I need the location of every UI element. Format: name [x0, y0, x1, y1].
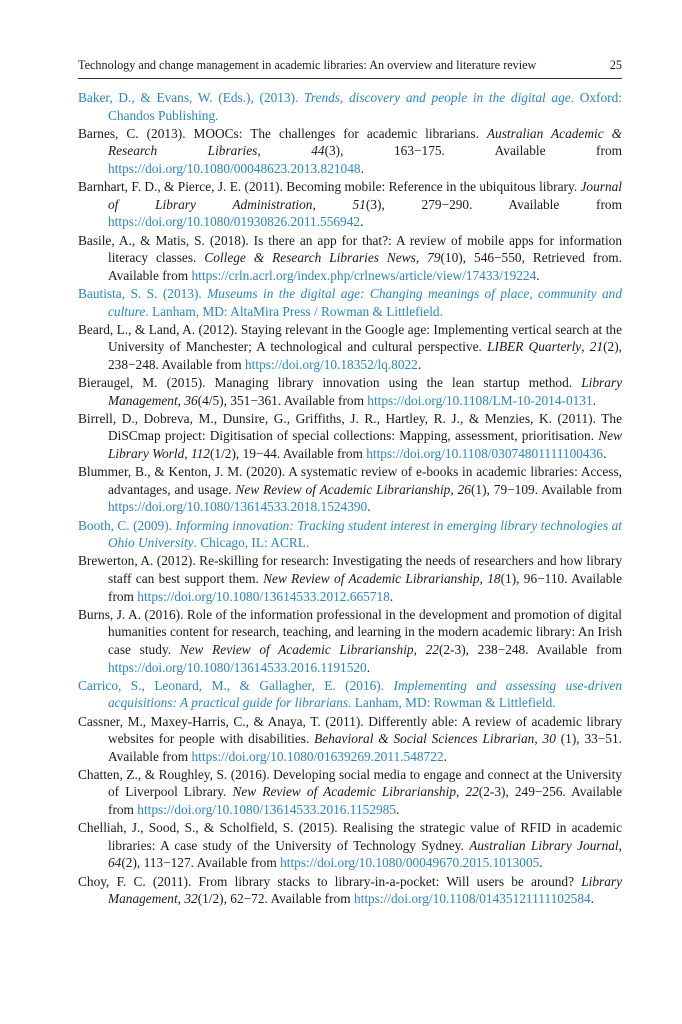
reference-italic-text: 22 [465, 784, 479, 800]
reference-italic-text: 26 [457, 481, 471, 497]
reference-entry [78, 321, 622, 374]
reference-text: , [257, 143, 312, 159]
reference-text: Chelliah, J., Sood, S., & Scholfield, S. (2015). Realising the strategic value of RFID in academic libraries: A case study of the University of Technology Sydney. [78, 820, 622, 853]
reference-text: Bautista, S. S. (2013). [78, 285, 208, 301]
doi-link[interactable]: https://doi.org/10.1108/LM-10-2014-0131 [367, 392, 593, 408]
reference-entry [78, 178, 622, 231]
reference-text: (1), 33−51. Available from [108, 731, 622, 764]
reference-italic-text: Museums in the digital age: Changing meanings of place, community and culture [108, 285, 622, 319]
reference-italic-text: New Library World [108, 428, 622, 462]
reference-entry [78, 766, 622, 819]
reference-italic-text: 51 [352, 196, 366, 212]
reference-text: , [184, 446, 191, 462]
reference-italic-text: Australian Library Journal [469, 837, 619, 853]
reference-text: , [456, 784, 466, 800]
reference-text: . Oxford: Chandos Publishing. [108, 90, 622, 123]
reference-text: (10), 546−550, Retrieved from. Available from [108, 250, 622, 283]
reference-text: , [450, 481, 458, 497]
reference-entry[interactable] [78, 285, 622, 320]
reference-text: . [360, 160, 364, 176]
reference-text: Blummer, B., & Kenton, J. M. (2020). A systematic review of e-books in academic libraries: Access, advantages, and usage. [78, 464, 622, 497]
reference-italic-text: Trends, discovery and people in the digital age [304, 90, 571, 105]
reference-italic-text: New Review of Academic Librarianship [263, 570, 480, 586]
reference-text: . Lanham, MD: AltaMira Press / Rowman & Littlefield. [145, 303, 443, 319]
reference-entry [78, 463, 622, 516]
reference-italic-text: Library Management [108, 873, 622, 907]
reference-text: Barnhart, F. D., & Pierce, J. E. (2011). Becoming mobile: Reference in the ubiquitous library. [78, 179, 581, 195]
reference-text: . [360, 214, 364, 230]
reference-text: (1/2), 19−44. Available from [209, 446, 367, 462]
reference-italic-text: Behavioral & Social Sciences Librarian [314, 731, 535, 747]
reference-entry [78, 713, 622, 766]
reference-italic-text: 36 [184, 392, 198, 408]
reference-text: Baker, D., & Evans, W. (Eds.), (2013). [78, 90, 305, 105]
doi-link[interactable]: https://doi.org/10.1080/13614533.2016.1152985 [137, 802, 397, 818]
doi-link[interactable]: https://doi.org/10.1080/01930826.2011.556942 [108, 214, 361, 230]
reference-entry [78, 232, 622, 285]
reference-text: Burns, J. A. (2016). Role of the information professional in the development and promotion of digital humanities content for research, teaching, and learning in the modern academic library: An Irish case study. [78, 606, 622, 657]
reference-italic-text: New Review of Academic Librarianship [235, 481, 451, 497]
reference-text: . [539, 855, 543, 871]
reference-text: Chatten, Z., & Roughley, S. (2016). Developing social media to engage and connect at the University of Liverpool Library. [78, 766, 622, 800]
reference-entry [78, 873, 622, 908]
reference-text: , [177, 891, 185, 907]
doi-link[interactable]: https://doi.org/10.1080/00049670.2015.1013005 [280, 855, 540, 871]
reference-entry[interactable] [78, 677, 622, 712]
reference-text: , [581, 339, 590, 355]
reference-text: . [443, 748, 447, 764]
reference-text: Carrico, S., Leonard, M., & Gallagher, E. (2016). [78, 677, 394, 693]
reference-entry [78, 374, 622, 409]
reference-italic-text: Journal of Library Administration [108, 179, 622, 212]
reference-italic-text: 44 [311, 143, 325, 159]
running-title: Technology and change management in academic libraries: An overview and literature review [78, 58, 537, 72]
page [78, 58, 622, 908]
reference-text: , [415, 250, 428, 266]
doi-link[interactable]: https://doi.org/10.18352/lq.8022 [244, 356, 418, 372]
reference-text: Bieraugel, M. (2015). Managing library innovation using the lean startup method. [78, 375, 582, 391]
reference-text: (4/5), 351−361. Available from [197, 392, 368, 408]
reference-text: , [479, 570, 488, 586]
doi-link[interactable]: https://doi.org/10.1108/01435121111102584 [353, 891, 591, 907]
reference-italic-text: 21 [589, 339, 604, 355]
reference-text: Choy, F. C. (2011). From library stacks to library-in-a-pocket: Will users be around? [78, 873, 582, 889]
running-header [78, 58, 622, 79]
reference-italic-text: Implementing and assessing use-driven acquisitions: A practical guide for librarians [108, 677, 622, 711]
reference-text: (3), 279−290. Available from [365, 196, 622, 212]
reference-text: . Chicago, IL: ACRL. [193, 535, 310, 551]
reference-list [78, 89, 622, 908]
reference-italic-text: 18 [487, 570, 501, 586]
doi-link[interactable]: https://doi.org/10.1108/03074801111100436 [366, 446, 603, 462]
reference-text: . [592, 392, 596, 408]
reference-italic-text: 112 [190, 446, 210, 462]
reference-text: . [602, 446, 607, 462]
reference-text: (1/2), 62−72. Available from [197, 891, 354, 907]
doi-link[interactable]: https://doi.org/10.1080/01639269.2011.548722 [191, 748, 444, 764]
reference-text: , [618, 837, 622, 853]
doi-link[interactable]: https://crln.acrl.org/index.php/crlnews/article/view/17433/19224 [191, 267, 537, 283]
reference-text: , [312, 196, 353, 212]
reference-text: , [177, 392, 185, 408]
reference-italic-text: 79 [427, 250, 441, 266]
reference-text: (2), 238−248. Available from [108, 339, 623, 372]
reference-entry [78, 606, 622, 676]
reference-italic-text: 30 [542, 731, 556, 747]
doi-link[interactable]: https://doi.org/10.1080/13614533.2012.665718 [137, 588, 390, 604]
reference-text: Basile, A., & Matis, S. (2018). Is there an app for that?: A review of mobile apps for information literacy classes. [78, 232, 622, 266]
reference-entry [78, 125, 622, 178]
reference-italic-text: New Review of Academic Librarianship [232, 784, 456, 800]
reference-entry[interactable] [78, 517, 622, 552]
reference-italic-text: Library Management [108, 375, 622, 408]
reference-italic-text: Informing innovation: Tracking student interest in emerging library technologies at Ohio University [108, 517, 622, 551]
reference-italic-text: College & Research Libraries News [204, 250, 416, 266]
reference-text: Booth, C. (2009). [78, 517, 176, 533]
reference-text: (2-3), 249−256. Available from [108, 784, 623, 818]
reference-entry [78, 410, 622, 463]
reference-entry [78, 819, 622, 872]
reference-text: . [590, 891, 595, 907]
reference-text: Brewerton, A. (2012). Re-skilling for research: Investigating the needs of researchers and how library staff can best support them. [78, 553, 622, 586]
reference-text: . [366, 659, 371, 675]
reference-text: . [389, 588, 394, 604]
reference-text: . [367, 499, 371, 515]
reference-text: (1), 79−109. Available from [470, 481, 622, 497]
reference-entry [78, 552, 622, 605]
reference-text: (2), 113−127. Available from [121, 855, 281, 871]
reference-text: Cassner, M., Maxey-Harris, C., & Anaya, T. (2011). Differently able: A review of academic library websites for people with disabilities. [78, 713, 622, 747]
page-number: 25 [609, 58, 622, 72]
reference-italic-text: New Review of Academic Librarianship [179, 641, 414, 657]
reference-text: . [396, 802, 400, 818]
reference-italic-text: 22 [425, 641, 439, 657]
reference-text: . Lanham, MD: Rowman & Littlefield. [348, 695, 556, 711]
reference-text: (2-3), 238−248. Available from [438, 641, 622, 657]
reference-text: . [417, 356, 422, 372]
reference-text: Beard, L., & Land, A. (2012). Staying relevant in the Google age: Implementing vertical search at the University of Manchester; A technological and cultural perspective. [78, 321, 622, 355]
doi-link[interactable]: https://doi.org/10.1080/13614533.2016.1191520 [108, 659, 367, 675]
reference-text: (3), 163−175. Available from [324, 143, 622, 159]
reference-entry[interactable] [78, 89, 622, 124]
reference-text: (1), 96−110. Available from [108, 570, 622, 604]
doi-link[interactable]: https://doi.org/10.1080/13614533.2018.1524390 [108, 499, 368, 515]
reference-italic-text: Australian Academic & Research Libraries [108, 125, 622, 159]
reference-text: Birrell, D., Dobreva, M., Dunsire, G., Griffiths, J. R., Hartley, R. J., & Menzies, K. (2011). The DiSCmap project: Digitisation of special collections: Mapping, assessment, prioritisation. [78, 410, 622, 444]
reference-text: , [413, 641, 426, 657]
reference-italic-text: 64 [108, 855, 122, 871]
reference-italic-text: LIBER Quarterly [487, 339, 582, 355]
reference-text: Barnes, C. (2013). MOOCs: The challenges for academic librarians. [78, 125, 487, 141]
reference-italic-text: 32 [184, 891, 198, 907]
reference-text: , [534, 731, 543, 747]
reference-text: . [536, 267, 540, 283]
doi-link[interactable]: https://doi.org/10.1080/00048623.2013.821048 [108, 160, 361, 176]
